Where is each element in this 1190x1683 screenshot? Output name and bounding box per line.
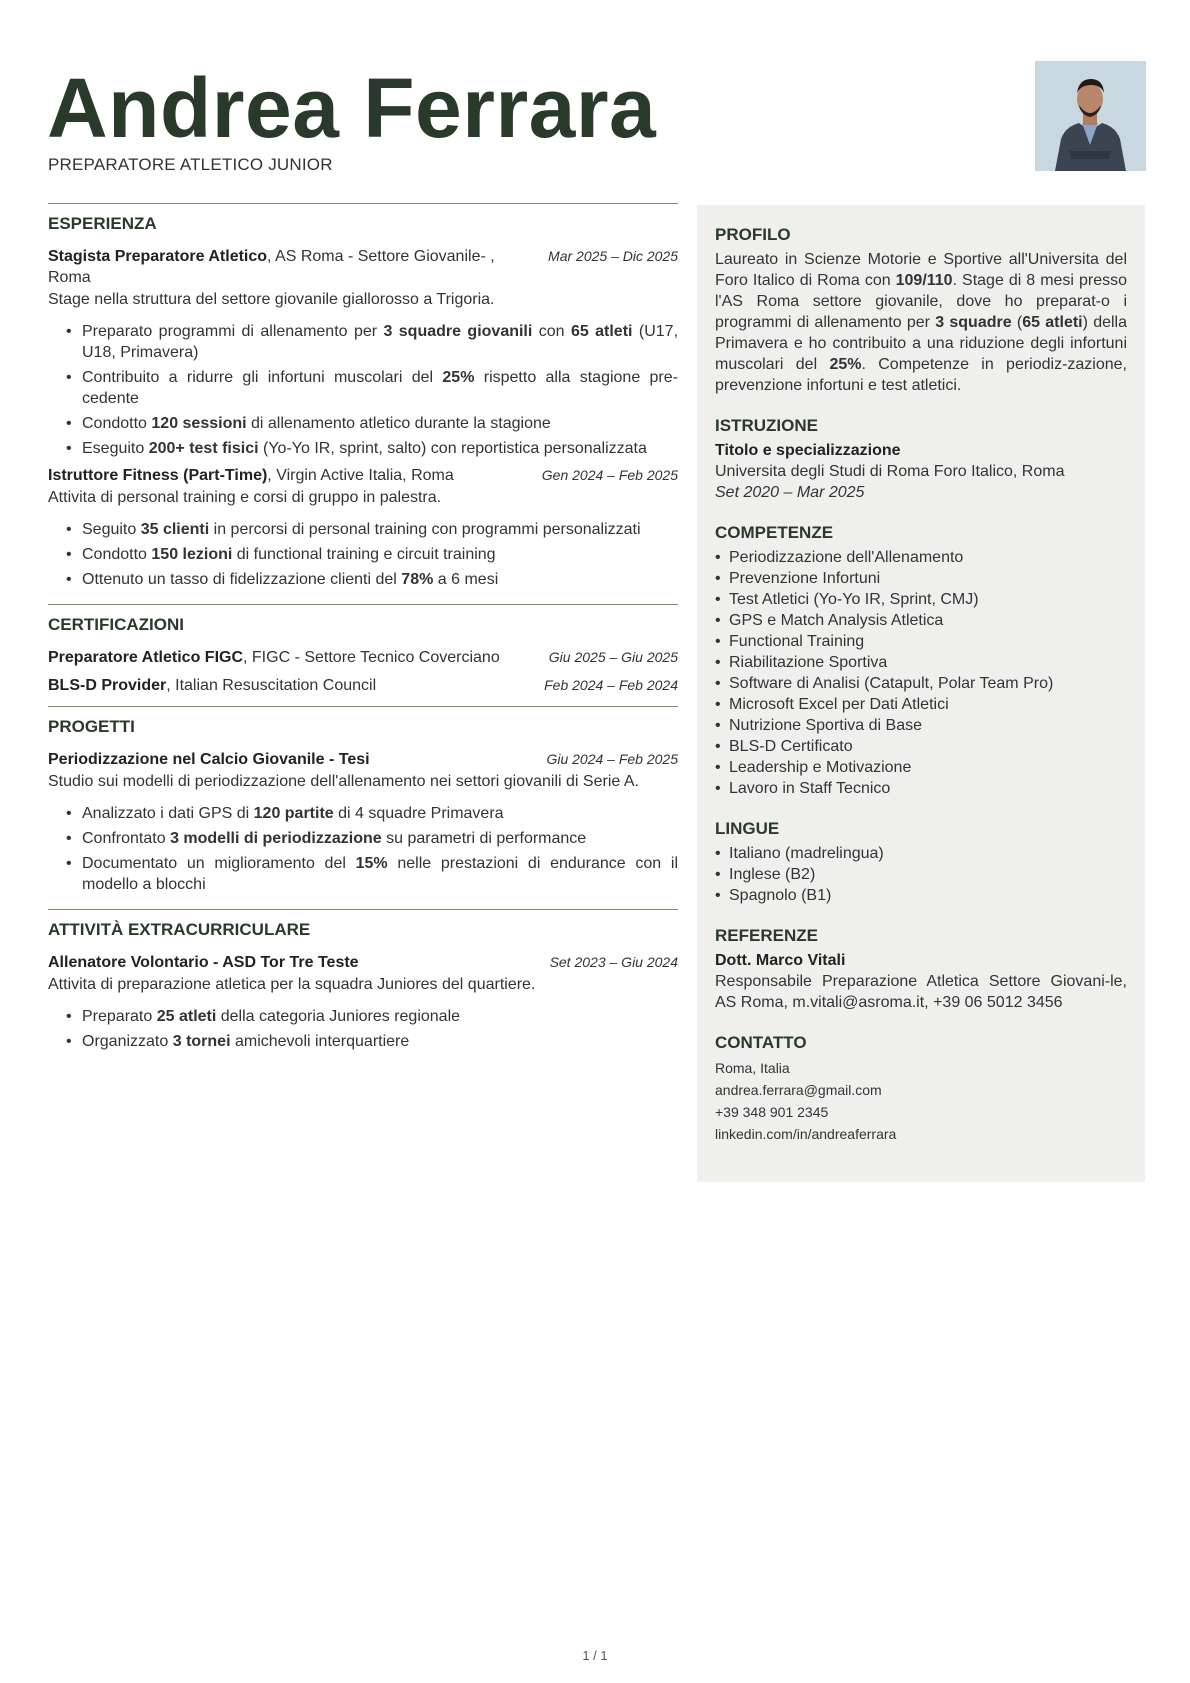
experience-section: [48, 203, 678, 590]
skill-item: • BLS-D Certificato: [715, 736, 1127, 757]
projects-section: [48, 706, 678, 895]
person-photo-icon: [1035, 61, 1146, 171]
bullet-item: • Seguito 35 clienti in percorsi di personal training con programmi personalizzati: [82, 519, 678, 540]
entry-date: Mar 2025 – Dic 2025: [548, 248, 678, 264]
language-item: • Spagnolo (B1): [715, 885, 1127, 906]
skill-item: • Software di Analisi (Catapult, Polar Team Pro): [715, 673, 1127, 694]
skill-item: • Lavoro in Staff Tecnico: [715, 778, 1127, 799]
job-title: PREPARATORE ATLETICO JUNIOR: [48, 155, 333, 174]
skill-item: • Microsoft Excel per Dati Atletici: [715, 694, 1127, 715]
contact-email[interactable]: andrea.ferrara@gmail.com: [715, 1082, 882, 1098]
profile-photo: [1035, 61, 1146, 171]
sidebar: [697, 205, 1145, 1182]
bullet-item: • Condotto 150 lezioni di functional training e circuit training: [82, 544, 678, 565]
references-section: REFERENZE Dott. Marco Vitali Responsabile Preparazione Atletica Settore Giovani-le, AS Roma, m.vitali@asroma.it, +39 06 5012 3456: [715, 926, 1127, 1011]
certifications-section: [48, 604, 678, 696]
skill-item: • Test Atletici (Yo-Yo IR, Sprint, CMJ): [715, 589, 1127, 610]
skill-item: • Prevenzione Infortuni: [715, 568, 1127, 589]
skill-item: • Periodizzazione dell'Allenamento: [715, 547, 1127, 568]
page-number: 1 / 1: [582, 1648, 608, 1663]
contact-location: Roma, Italia: [715, 1060, 790, 1076]
contact-phone[interactable]: +39 348 901 2345: [715, 1104, 829, 1120]
bullet-item: • Condotto 120 sessioni di allenamento atletico durante la stagione: [82, 413, 678, 434]
main-column: [48, 203, 678, 1058]
contact-section: CONTATTO Roma, Italia andrea.ferrara@gmail.com +39 348 901 2345 linkedin.com/in/andreaferrara: [715, 1033, 1127, 1145]
section-title: ESPERIENZA: [48, 214, 157, 233]
skill-item: • Functional Training: [715, 631, 1127, 652]
languages-section: LINGUE • Italiano (madrelingua) • Inglese (B2) • Spagnolo (B1): [715, 819, 1127, 906]
experience-entry: [48, 465, 678, 590]
entry-date: Gen 2024 – Feb 2025: [541, 467, 678, 483]
language-item: • Inglese (B2): [715, 864, 1127, 885]
entry-description: Stage nella struttura del settore giovanile giallorosso a Trigoria.: [48, 291, 495, 308]
entry-description: Attivita di personal training e corsi di gruppo in palestra.: [48, 489, 442, 506]
skills-section: COMPETENZE • Periodizzazione dell'Allenamento • Prevenzione Infortuni • Test Atletici (Yo-Yo IR, Sprint, CMJ) • GPS e Match Analysis Atletica • Functional Training • Riabilitazione Sportiva • Software di Analisi (Catapult, Polar Team Pro) • Microsoft Excel per Dati Atletici • Nutrizione Sportiva di Base • BLS-D Certificato • Leadership e Motivazione • Lavoro in Staff Tecnico: [715, 523, 1127, 799]
certification-entry: BLS-D Provider, Italian Resuscitation Council Feb 2024 – Feb 2024: [48, 677, 678, 694]
education-school: Universita degli Studi di Roma Foro Italico, Roma: [715, 463, 1065, 480]
skill-item: • Leadership e Motivazione: [715, 757, 1127, 778]
bullet-item: • Ottenuto un tasso di fidelizzazione clienti del 78% a 6 mesi: [82, 569, 678, 590]
profile-summary: Laureato in Scienze Motorie e Sportive all'Universita del Foro Italico di Roma con 109/110. Stage di 8 mesi presso l'AS Roma settore giovanile, dove ho preparat-o i programmi di allenamento per 3 squadre (65 atleti) della Primavera e ho contribuito a una riduzione degli infortuni muscolari del 25%. Competenze in periodiz-zazione, prevenzione infortuni e test atletici.: [715, 251, 1128, 394]
education-date: Set 2020 – Mar 2025: [715, 484, 865, 501]
reference-detail: Responsabile Preparazione Atletica Settore Giovani-le, AS Roma, m.vitali@asroma.it, +39 06 5012 3456: [715, 973, 1127, 1011]
section-title: ATTIVITÀ EXTRACURRICULARE: [48, 920, 311, 939]
education-degree: Titolo e specializzazione: [715, 442, 901, 459]
bullet-item: • Contribuito a ridurre gli infortuni muscolari del 25% rispetto alla stagione pre-cedente: [82, 367, 678, 409]
bullet-item: • Organizzato 3 tornei amichevoli interquartiere: [82, 1031, 678, 1052]
experience-entry: [48, 246, 678, 459]
skill-item: • Riabilitazione Sportiva: [715, 652, 1127, 673]
bullet-item: • Eseguito 200+ test fisici (Yo-Yo IR, sprint, salto) con reportistica personalizzata: [82, 438, 678, 459]
entry-role: Istruttore Fitness (Part-Time): [48, 467, 268, 484]
profile-section: PROFILO Laureato in Scienze Motorie e Sportive all'Universita del Foro Italico di Roma con 109/110. Stage di 8 mesi presso l'AS Roma settore giovanile, dove ho preparat-o i programmi di allenamento per 3 squadre (65 atleti) della Primavera e ho contribuito a una riduzione degli infortuni muscolari del 25%. Competenze in periodiz-zazione, prevenzione infortuni e test atletici.: [715, 225, 1128, 394]
section-title: CERTIFICAZIONI: [48, 615, 184, 634]
reference-name: Dott. Marco Vitali: [715, 952, 846, 969]
candidate-name: Andrea Ferrara: [47, 61, 657, 155]
entry-org: , AS Roma - Settore Giovanile- , Roma: [48, 248, 495, 286]
language-item: • Italiano (madrelingua): [715, 843, 1127, 864]
entry-org: , Virgin Active Italia, Roma: [267, 467, 454, 484]
bullet-item: • Confrontato 3 modelli di periodizzazione su parametri di performance: [82, 828, 678, 849]
bullet-item: • Analizzato i dati GPS di 120 partite di 4 squadre Primavera: [82, 803, 678, 824]
bullet-item: • Documentato un miglioramento del 15% nelle prestazioni di endurance con il modello a blocchi: [82, 853, 678, 895]
project-entry: Periodizzazione nel Calcio Giovanile - Tesi Giu 2024 – Feb 2025 Studio sui modelli di periodizzazione dell'allenamento nei settori giovanili di Serie A. • Analizzato i dati GPS di 120 partite di 4 squadre Primavera • Confrontato 3 modelli di periodizzazione su parametri di performance • Documentato un miglioramento del 15% nelle prestazioni di endurance con il modello a blocchi: [48, 749, 678, 895]
skill-item: • Nutrizione Sportiva di Base: [715, 715, 1127, 736]
certification-entry: Preparatore Atletico FIGC, FIGC - Settore Tecnico Coverciano Giu 2025 – Giu 2025: [48, 649, 678, 666]
extracurricular-entry: Allenatore Volontario - ASD Tor Tre Teste Set 2023 – Giu 2024 Attivita di preparazione atletica per la squadra Juniores del quartiere. • Preparato 25 atleti della categoria Juniores regionale • Organizzato 3 tornei amichevoli interquartiere: [48, 952, 678, 1052]
education-section: ISTRUZIONE Titolo e specializzazione Universita degli Studi di Roma Foro Italico, Roma Set 2020 – Mar 2025: [715, 416, 1127, 503]
bullet-item: • Preparato programmi di allenamento per 3 squadre giovanili con 65 atleti (U17, U18, Primavera): [82, 321, 678, 363]
section-title: PROGETTI: [48, 717, 135, 736]
entry-role: Stagista Preparatore Atletico: [48, 248, 268, 265]
bullet-item: • Preparato 25 atleti della categoria Juniores regionale: [82, 1006, 678, 1027]
contact-linkedin[interactable]: linkedin.com/in/andreaferrara: [715, 1126, 897, 1142]
extracurricular-section: [48, 909, 678, 1052]
skill-item: • GPS e Match Analysis Atletica: [715, 610, 1127, 631]
